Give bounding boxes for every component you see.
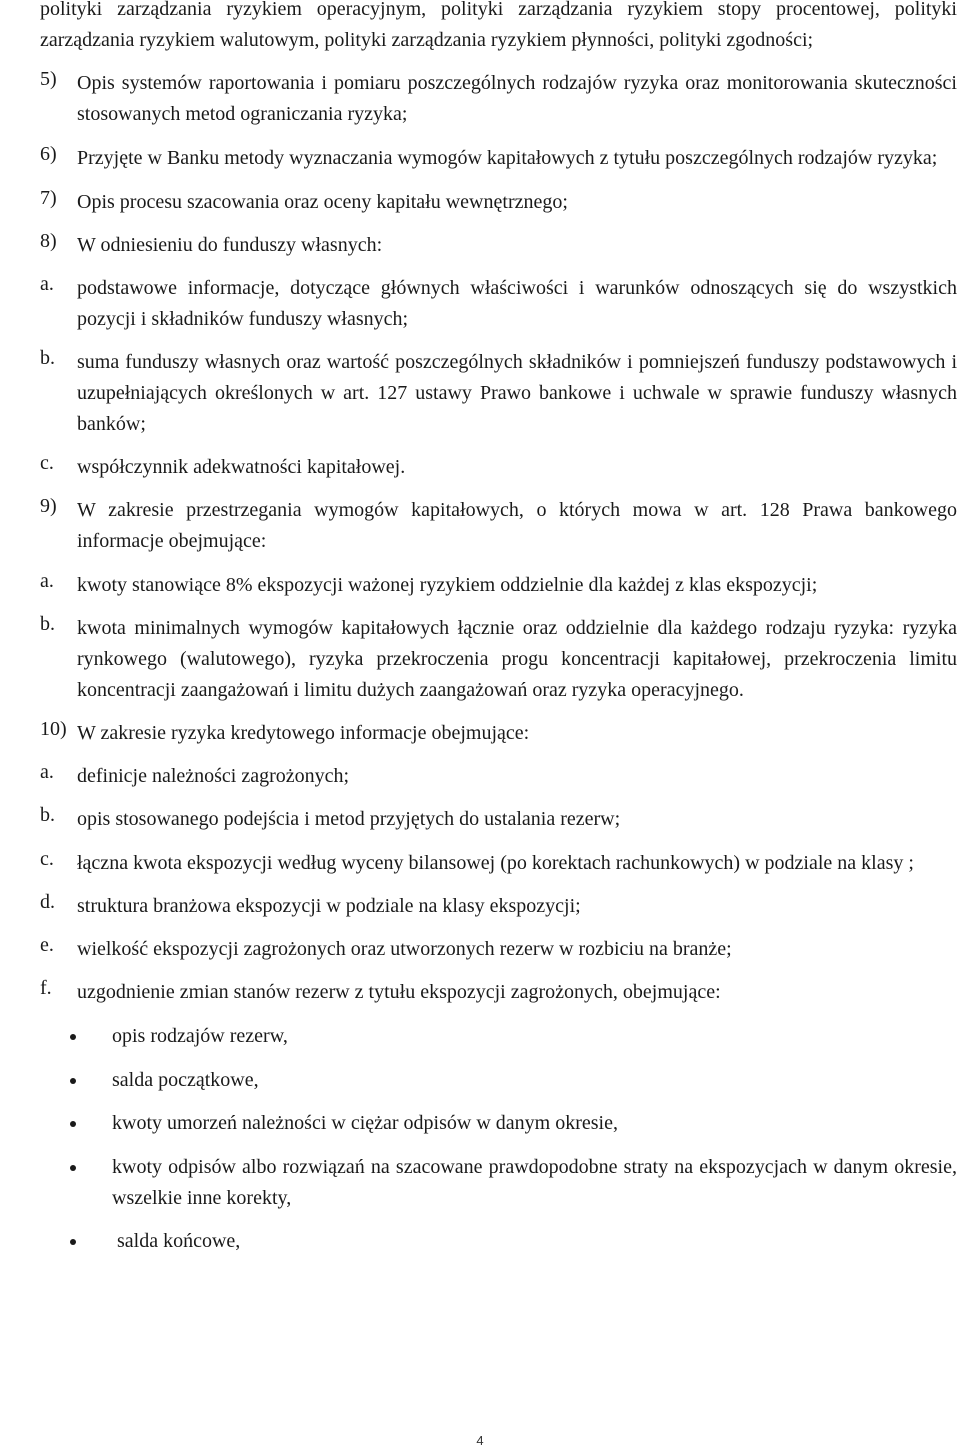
- list-item-10: [40, 718, 957, 749]
- item-text: kwota minimalnych wymogów kapitałowych łącznie oraz oddzielnie dla każdego rodzaju ryzyka: ryzyka rynkowego (walutowego), ryzyka przekroczenia progu koncentracji kapitałowej, przekroczenia limitu koncentracji zaangażowań i limitu dużych zaangażowań oraz ryzyka operacyjnego.: [77, 617, 957, 701]
- bullet-text: kwoty odpisów albo rozwiązań na szacowane prawdopodobne straty na ekspozycjach w danym okresie, wszelkie inne korekty,: [112, 1156, 957, 1209]
- item-text: struktura branżowa ekspozycji w podziale na klasy ekspozycji;: [77, 895, 581, 917]
- bullet-text: opis rodzajów rezerw,: [112, 1025, 288, 1047]
- bullet-item: [40, 1108, 957, 1139]
- bullet-icon: [40, 1108, 112, 1139]
- list-item-8c: [40, 452, 957, 483]
- bullet-item: [40, 1065, 957, 1096]
- item-letter: c.: [40, 848, 54, 870]
- item-text: W zakresie przestrzegania wymogów kapitałowych, o których mowa w art. 128 Prawa bankowego informacje obejmujące:: [77, 499, 957, 552]
- list-item-9: [40, 495, 957, 557]
- list-item-7: [40, 187, 957, 218]
- bullet-icon: [40, 1065, 112, 1096]
- item-text: współczynnik adekwatności kapitałowej.: [77, 456, 406, 478]
- item-letter: a.: [40, 761, 54, 783]
- item-text: suma funduszy własnych oraz wartość poszczególnych składników i pomniejszeń funduszy podstawowych i uzupełniających określonych w art. 127 ustawy Prawo bankowe i uchwale w sprawie funduszy własnych banków;: [77, 351, 957, 435]
- item-text: definicje należności zagrożonych;: [77, 765, 350, 787]
- item-letter: a.: [40, 273, 54, 295]
- bullet-icon: [40, 1152, 112, 1183]
- item-letter: e.: [40, 934, 54, 956]
- bullet-item: [40, 1226, 957, 1257]
- item-number: 8): [40, 230, 57, 252]
- item-letter: b.: [40, 804, 55, 826]
- item-letter: b.: [40, 347, 55, 369]
- item-text: opis stosowanego podejścia i metod przyjętych do ustalania rezerw;: [77, 808, 621, 830]
- item-text: uzgodnienie zmian stanów rezerw z tytułu ekspozycji zagrożonych, obejmujące:: [77, 981, 721, 1003]
- bullet-text: salda końcowe,: [112, 1230, 241, 1252]
- bullet-text: salda początkowe,: [112, 1069, 259, 1091]
- list-item-10b: [40, 804, 957, 835]
- list-item-10d: [40, 891, 957, 922]
- item-letter: d.: [40, 891, 55, 913]
- list-item-10e: [40, 934, 957, 965]
- item-letter: f.: [40, 977, 52, 999]
- item-letter: a.: [40, 570, 54, 592]
- item-text: Opis procesu szacowania oraz oceny kapitału wewnętrznego;: [77, 191, 568, 213]
- item-number: 7): [40, 187, 57, 209]
- item-number: 5): [40, 68, 57, 90]
- list-item-8b: [40, 347, 957, 440]
- item-text: kwoty stanowiące 8% ekspozycji ważonej ryzykiem oddzielnie dla każdej z klas ekspozycji;: [77, 574, 818, 596]
- item-letter: b.: [40, 613, 55, 635]
- item-text: Przyjęte w Banku metody wyznaczania wymogów kapitałowych z tytułu poszczególnych rodzajów ryzyka;: [77, 147, 938, 169]
- item-text: wielkość ekspozycji zagrożonych oraz utworzonych rezerw w rozbiciu na branże;: [77, 938, 732, 960]
- item-text: W odniesieniu do funduszy własnych:: [77, 234, 383, 256]
- list-item-10c: [40, 848, 957, 879]
- page-number: 4: [476, 1433, 484, 1448]
- list-item-6: [40, 143, 957, 174]
- item-text: W zakresie ryzyka kredytowego informacje obejmujące:: [77, 722, 530, 744]
- list-item-5: [40, 68, 957, 130]
- item-number: 10): [40, 718, 67, 740]
- item-number: 9): [40, 495, 57, 517]
- item-letter: c.: [40, 452, 54, 474]
- item-text: łączna kwota ekspozycji według wyceny bilansowej (po korektach rachunkowych) w podziale na klasy ;: [77, 852, 914, 874]
- bullet-item: [40, 1021, 957, 1052]
- bullet-icon: [40, 1226, 112, 1257]
- list-item-9b: [40, 613, 957, 706]
- item-number: 6): [40, 143, 57, 165]
- bullet-item: [40, 1152, 957, 1214]
- item-text: podstawowe informacje, dotyczące głównych właściwości i warunków odnoszących się do wszystkich pozycji i składników funduszy własnych;: [77, 277, 957, 330]
- item-text: Opis systemów raportowania i pomiaru poszczególnych rodzajów ryzyka oraz monitorowania skuteczności stosowanych metod ograniczania ryzyka;: [77, 72, 957, 125]
- list-item-8: [40, 230, 957, 261]
- list-item-10a: [40, 761, 957, 792]
- bullet-text: kwoty umorzeń należności w ciężar odpisów w danym okresie,: [112, 1112, 618, 1134]
- list-item-8a: [40, 273, 957, 335]
- intro-paragraph: polityki zarządzania ryzykiem operacyjnym, polityki zarządzania ryzykiem stopy procentowej, polityki zarządzania ryzykiem walutowym, polityki zarządzania ryzykiem płynności, polityki zgodności;: [40, 0, 957, 51]
- document-body: [40, 0, 957, 1257]
- bullet-icon: [40, 1021, 112, 1052]
- list-item-10f: [40, 977, 957, 1008]
- list-item-9a: [40, 570, 957, 601]
